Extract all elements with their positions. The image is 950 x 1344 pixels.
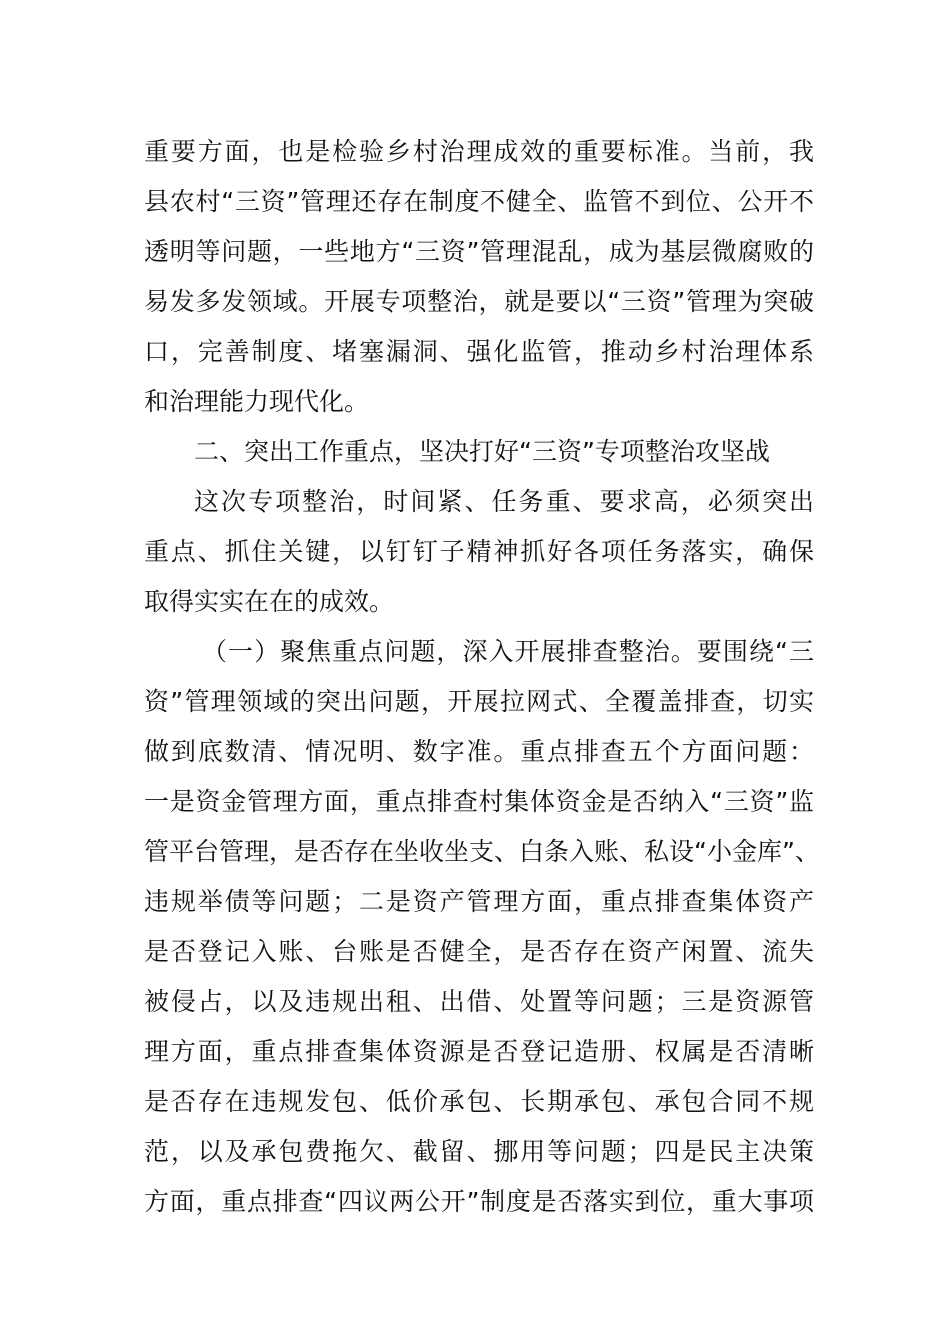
text-line: 违规举债等问题；二是资产管理方面，重点排查集体资产	[144, 887, 814, 916]
subsection-heading-line: （一）聚焦重点问题，深入开展排查整治。要围绕“三	[202, 637, 814, 666]
text-line: 是否登记入账、台账是否健全，是否存在资产闲置、流失	[144, 937, 814, 966]
text-line: 资”管理领域的突出问题，开展拉网式、全覆盖排查，切实	[144, 687, 814, 716]
text-line: 方面，重点排查“四议两公开”制度是否落实到位，重大事项	[144, 1187, 814, 1216]
text-line: 重要方面，也是检验乡村治理成效的重要标准。当前，我	[144, 137, 814, 166]
text-line: 重点、抓住关键，以钉钉子精神抓好各项任务落实，确保	[144, 537, 814, 566]
text-line: 管平台管理，是否存在坐收坐支、白条入账、私设“小金库”、	[144, 837, 820, 866]
text-line: 口，完善制度、堵塞漏洞、强化监管，推动乡村治理体系	[144, 337, 814, 366]
text-line: 一是资金管理方面，重点排查村集体资金是否纳入“三资”监	[144, 787, 814, 816]
text-line: 这次专项整治，时间紧、任务重、要求高，必须突出	[194, 487, 814, 516]
section-heading: 二、突出工作重点，坚决打好“三资”专项整治攻坚战	[194, 437, 770, 466]
text-line: 取得实实在在的成效。	[144, 587, 395, 616]
text-line: 范，以及承包费拖欠、截留、挪用等问题；四是民主决策	[144, 1137, 814, 1166]
text-line: 县农村“三资”管理还存在制度不健全、监管不到位、公开不	[144, 187, 814, 216]
text-line: 透明等问题，一些地方“三资”管理混乱，成为基层微腐败的	[144, 237, 814, 266]
text-line: 做到底数清、情况明、数字准。重点排查五个方面问题：	[144, 737, 814, 766]
text-line: 被侵占，以及违规出租、出借、处置等问题；三是资源管	[144, 987, 814, 1016]
text-line: 是否存在违规发包、低价承包、长期承包、承包合同不规	[144, 1087, 814, 1116]
text-line: 易发多发领域。开展专项整治，就是要以“三资”管理为突破	[144, 287, 814, 316]
text-line: 理方面，重点排查集体资源是否登记造册、权属是否清晰	[144, 1037, 814, 1066]
text-line: 和治理能力现代化。	[144, 387, 370, 416]
body-text	[144, 127, 820, 1227]
